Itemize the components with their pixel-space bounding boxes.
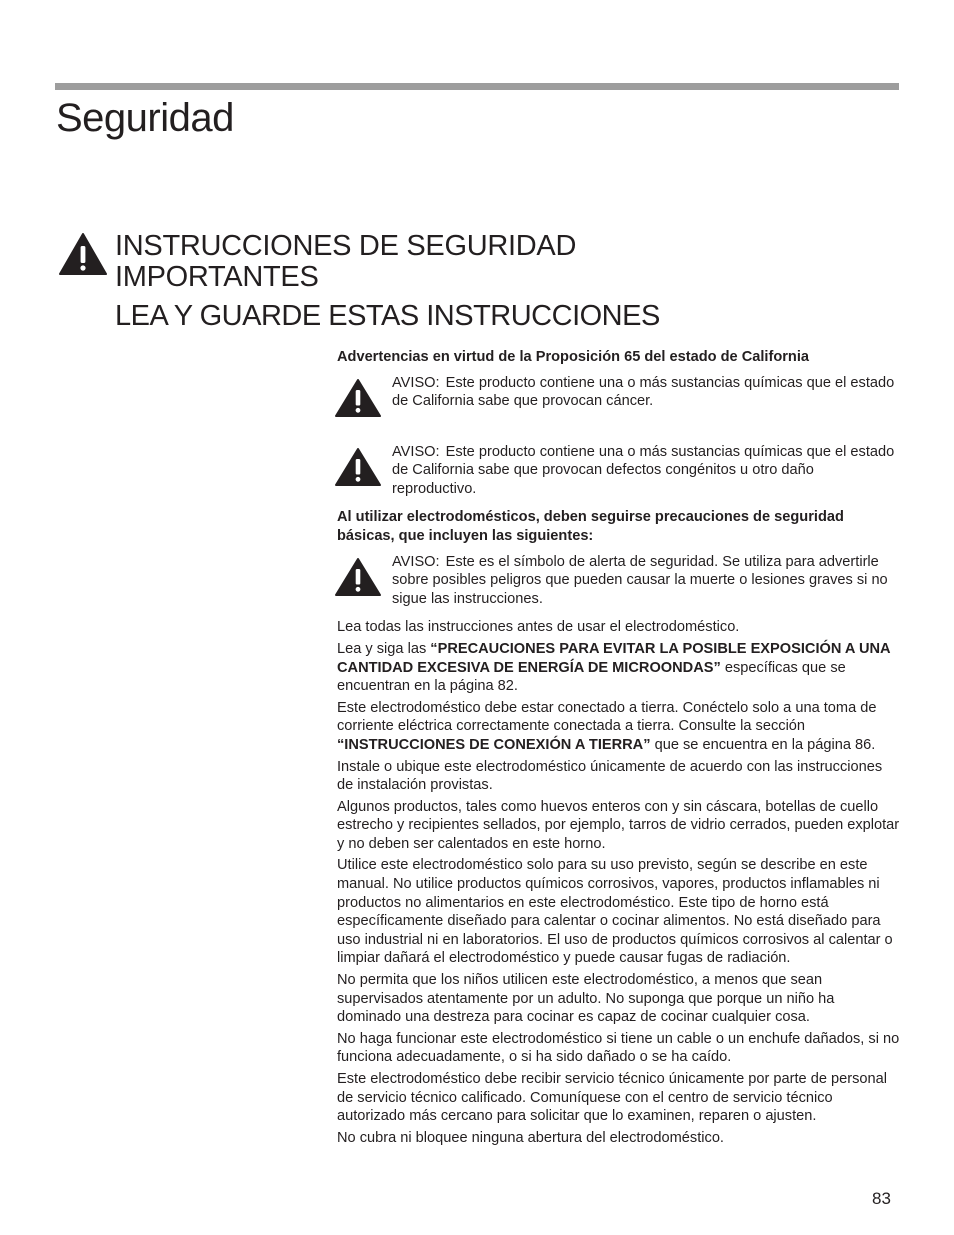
- paragraph: No cubra ni bloquee ninguna abertura del electrodoméstico.: [337, 1129, 724, 1146]
- warning-body: Este es el símbolo de alerta de seguridad. Se utiliza para advertirle sobre posibles peligros que pueden causar la muerte o lesiones graves si no sigue las instrucciones.: [392, 553, 888, 607]
- paragraph: No permita que los niños utilicen este electrodoméstico, a menos que sean supervisados atentamente por un adulto. No suponga que porque un niño ha dominado una destreza para cocinar es capaz de cocinar cualquier cosa.: [337, 972, 835, 1026]
- page-number: 83: [872, 1189, 891, 1208]
- sub-heading: LEA Y GUARDE ESTAS INSTRUCCIONES: [115, 300, 660, 332]
- paragraph: [337, 699, 902, 755]
- basic-precautions-heading: Al utilizar electrodomésticos, deben seguirse precauciones de seguridad básicas, que incluyen las siguientes:: [337, 509, 844, 544]
- paragraph-text: específicas que se encuentran en la página 82.: [337, 659, 846, 695]
- paragraph: Lea todas las instrucciones antes de usar el electrodoméstico.: [337, 619, 740, 636]
- warning-body: Este producto contiene una o más sustancias químicas que el estado de California sabe que provocan cáncer.: [392, 374, 895, 410]
- warning-triangle-icon: [58, 232, 108, 276]
- paragraph-text: Lea y siga las: [337, 640, 431, 657]
- paragraph-emphasis: “PRECAUCIONES PARA EVITAR LA POSIBLE EXPOSICIÓN A UNA CANTIDAD EXCESIVA DE ENERGÍA DE MICROONDAS”: [337, 640, 891, 676]
- warning-triangle-icon: [337, 443, 392, 487]
- top-rule: [55, 83, 899, 90]
- paragraph-text: que se encuentra en la página 86.: [650, 736, 876, 753]
- paragraph: [337, 640, 902, 696]
- paragraph-emphasis: “INSTRUCCIONES DE CONEXIÓN A TIERRA”: [337, 736, 651, 753]
- paragraph: Este electrodoméstico debe recibir servicio técnico únicamente por parte de personal de servicio técnico calificado. Comuníquese con el centro de servicio técnico autorizado más cercano para solicitar que lo examinen, reparen o ajusten.: [337, 1071, 887, 1125]
- warning-text: [392, 443, 902, 499]
- warning-triangle-icon: [337, 553, 392, 597]
- warning-label: AVISO:: [392, 374, 440, 391]
- warning-text: [392, 374, 902, 411]
- paragraph: Algunos productos, tales como huevos enteros con y sin cáscara, botellas de cuello estrecho y recipientes sellados, por ejemplo, tarros de vidrio cerrados, pueden explotar y no deben ser calentados en este horno.: [337, 798, 900, 852]
- warning-block: [337, 553, 902, 609]
- warning-triangle-icon: [337, 374, 392, 418]
- warning-block: [337, 374, 902, 418]
- paragraph: Instale o ubique este electrodoméstico únicamente de acuerdo con las instrucciones de instalación provistas.: [337, 758, 883, 794]
- prop65-heading: Advertencias en virtud de la Proposición 65 del estado de California: [337, 349, 809, 365]
- warning-text: [392, 553, 902, 609]
- safety-content: [337, 348, 902, 1150]
- page-title: Seguridad: [56, 96, 234, 140]
- warning-label: AVISO:: [392, 553, 440, 570]
- paragraph: No haga funcionar este electrodoméstico si tiene un cable o un enchufe dañados, si no funciona adecuadamente, o si ha sido dañado o se ha caído.: [337, 1030, 900, 1066]
- warning-label: AVISO:: [392, 443, 440, 460]
- warning-block: [337, 443, 902, 499]
- paragraph: Utilice este electrodoméstico solo para su uso previsto, según se describe en este manual. No utilice productos químicos corrosivos, vapores, productos inflamables ni productos no alimentarios en este electrodoméstico. Este tipo de horno está específicamente diseñado para calentar o cocinar alimentos. No está diseñado para uso industrial ni en laboratorios. El uso de productos químicos corrosivos al calentar o limpiar dañará el electrodoméstico y puede causar fugas de radiación.: [337, 857, 893, 967]
- warning-body: Este producto contiene una o más sustancias químicas que el estado de California sabe que provocan defectos congénitos u otro daño reproductivo.: [392, 443, 895, 497]
- paragraph-text: Este electrodoméstico debe estar conectado a tierra. Conéctelo solo a una toma de corriente eléctrica correctamente conectada a tierra. Consulte la sección: [337, 699, 877, 735]
- main-heading: INSTRUCCIONES DE SEGURIDAD IMPORTANTES: [115, 230, 577, 293]
